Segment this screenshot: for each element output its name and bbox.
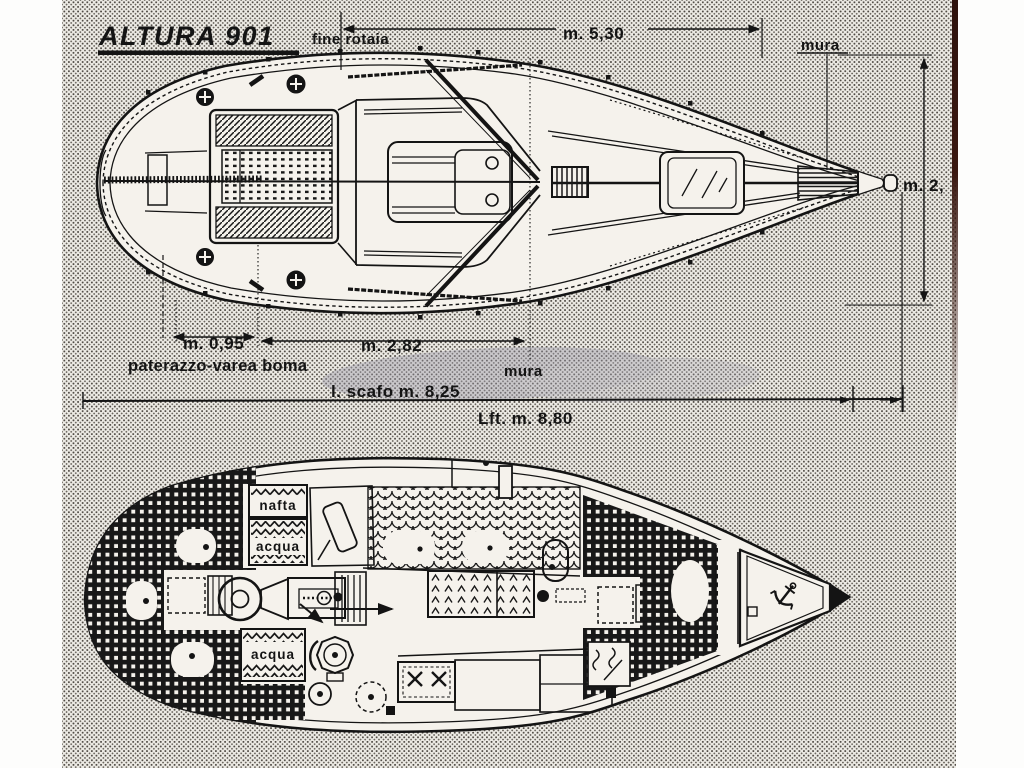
dim-label-lft: Lft. m. 8,80 — [478, 409, 573, 428]
settee-scales — [368, 487, 580, 569]
boat-model-logo: ALTURA 901 — [99, 21, 275, 51]
label-paterazzo: paterazzo-varea boma — [128, 357, 308, 375]
dim-label-282: m. 2,82 — [361, 336, 423, 355]
label-fine-rotaia: fine rotaia — [312, 31, 390, 48]
dim-beam — [838, 55, 932, 412]
logo-underline — [98, 51, 299, 56]
fore-hatch — [660, 152, 744, 214]
dim-label-beam: m. 2, — [903, 176, 945, 195]
label-mura-bottom: mura — [504, 363, 543, 380]
interior-plan — [70, 456, 849, 740]
backstay-chainplate — [152, 301, 163, 313]
hanging-locker — [588, 642, 630, 686]
mast-post — [499, 466, 512, 498]
label-fuel-tank: nafta — [259, 498, 297, 513]
compass-dot — [537, 590, 549, 602]
deck-plan — [97, 46, 897, 320]
bow-tip-nub — [884, 175, 897, 191]
label-mura-top: mura — [801, 37, 840, 54]
windlass — [552, 167, 588, 197]
bow-tip-solid — [830, 583, 849, 612]
dim-label-095: m. 0,95 — [183, 334, 245, 353]
label-water-tank-aft: acqua — [250, 647, 296, 662]
dim-label-scafo: l. scafo m. 8,25 — [331, 382, 460, 401]
dinette-table — [428, 571, 534, 617]
label-water-tank-fwd: acqua — [255, 539, 301, 554]
bow-fitting — [798, 166, 884, 200]
dim-label-530: m. 5,30 — [563, 24, 625, 43]
